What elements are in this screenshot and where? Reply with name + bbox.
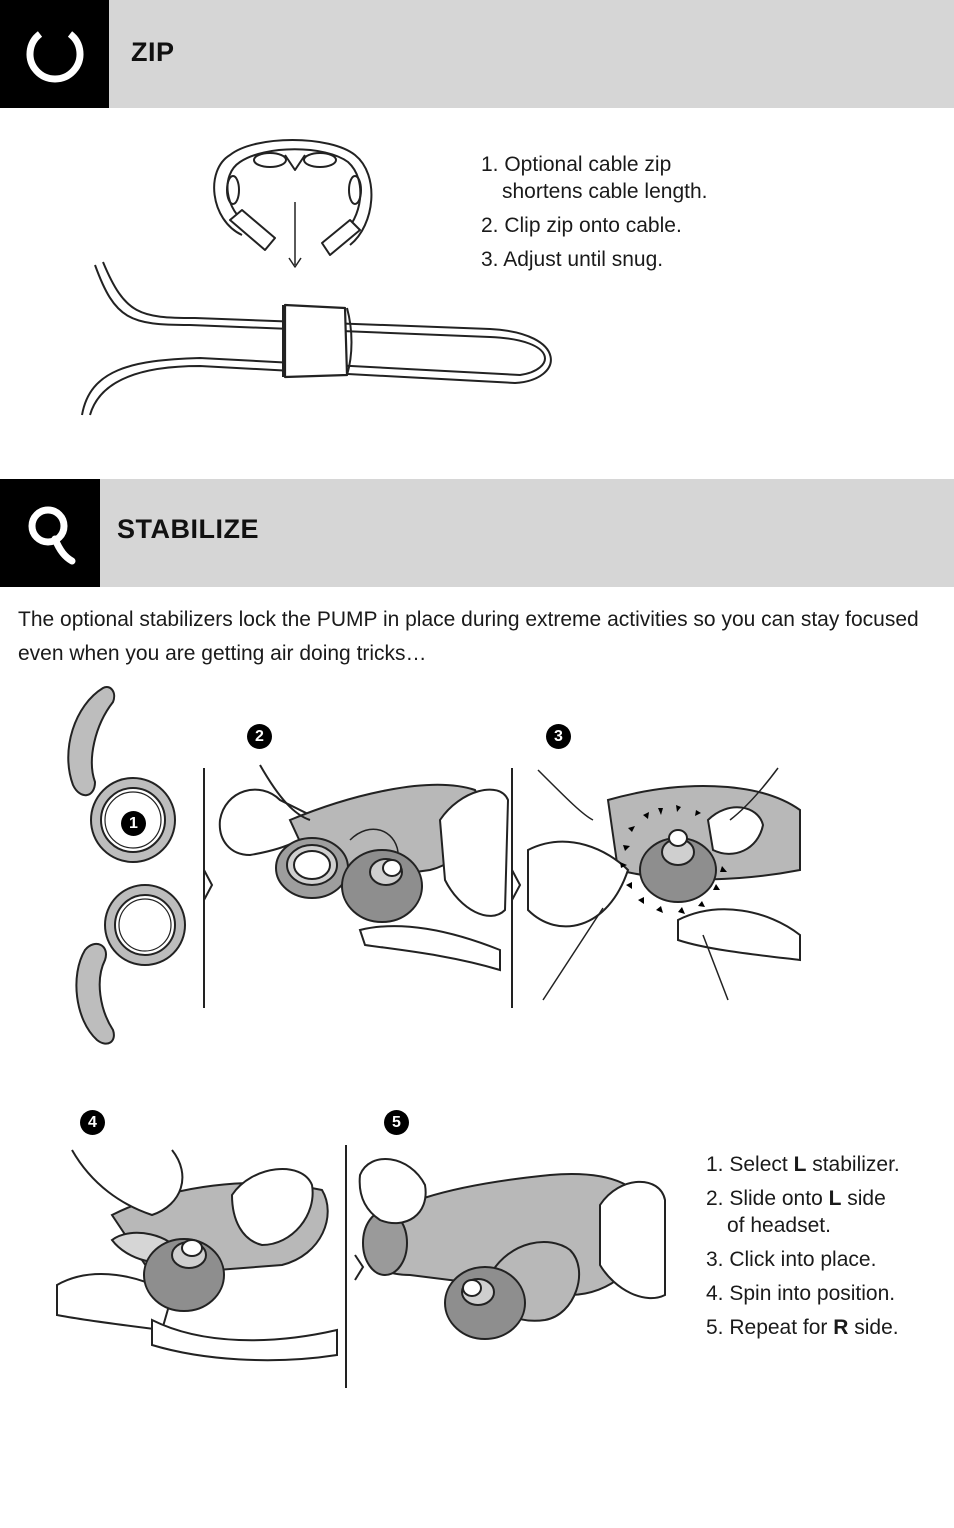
- stabilize-intro: The optional stabilizers lock the PUMP in place during extreme activities so you can stay focused even when you are getting air doing tricks…: [18, 608, 919, 665]
- stabilize-step-4-text: 4. Spin into position.: [706, 1282, 896, 1305]
- stabilize-step-2-bold: L: [828, 1187, 842, 1210]
- stabilize-step-2-cont: of headset.: [727, 1214, 831, 1237]
- stabilize-header: [0, 479, 954, 587]
- stabilize-step-1-bold: L: [793, 1153, 807, 1176]
- zip-step-3: [481, 246, 707, 273]
- step-badge-4: 4: [80, 1110, 105, 1135]
- stabilize-steps-list: [706, 1151, 900, 1348]
- stabilize-step-5-post: side.: [848, 1316, 899, 1339]
- zip-step-1-line-2: shortens cable length.: [502, 180, 708, 203]
- step-3-illustration: [508, 760, 808, 1010]
- stabilize-step-2-pre: 2. Slide onto: [706, 1187, 829, 1210]
- step-badge-5: 5: [384, 1110, 409, 1135]
- stabilize-step-5: [706, 1314, 900, 1341]
- stabilize-step-1-pre: 1. Select: [706, 1153, 794, 1176]
- step-2-illustration: [200, 760, 510, 1010]
- step-badge-1: 1: [121, 811, 146, 836]
- stabilize-title: STABILIZE: [117, 514, 259, 544]
- step-badge-3: 3: [546, 724, 571, 749]
- stabilize-step-5-bold: R: [833, 1316, 849, 1339]
- zip-step-1-line-1: 1. Optional cable zip: [481, 153, 672, 176]
- zip-steps-list: [481, 151, 707, 280]
- zip-step-1: [481, 151, 707, 205]
- step-4-illustration: [52, 1145, 350, 1390]
- zip-title: ZIP: [131, 37, 175, 67]
- stabilizer-pieces-illustration: [55, 680, 195, 1060]
- stabilize-step-4: [706, 1280, 900, 1307]
- step-5-illustration: [350, 1145, 668, 1350]
- stabilize-step-1-post: stabilizer.: [806, 1153, 900, 1176]
- stabilize-step-2: [706, 1185, 900, 1239]
- stabilize-step-5-pre: 5. Repeat for: [706, 1316, 834, 1339]
- zip-step-2: [481, 212, 707, 239]
- zip-header: [0, 0, 954, 108]
- zip-step-3-text: 3. Adjust until snug.: [481, 248, 664, 271]
- stabilize-step-2-post: side: [841, 1187, 886, 1210]
- stabilize-step-3-text: 3. Click into place.: [706, 1248, 877, 1271]
- stabilizer-icon: [0, 479, 100, 587]
- loop-icon: [0, 0, 109, 108]
- stabilize-step-1: [706, 1151, 900, 1178]
- zip-step-2-text: 2. Clip zip onto cable.: [481, 214, 682, 237]
- step-badge-2: 2: [247, 724, 272, 749]
- stabilize-step-3: [706, 1246, 900, 1273]
